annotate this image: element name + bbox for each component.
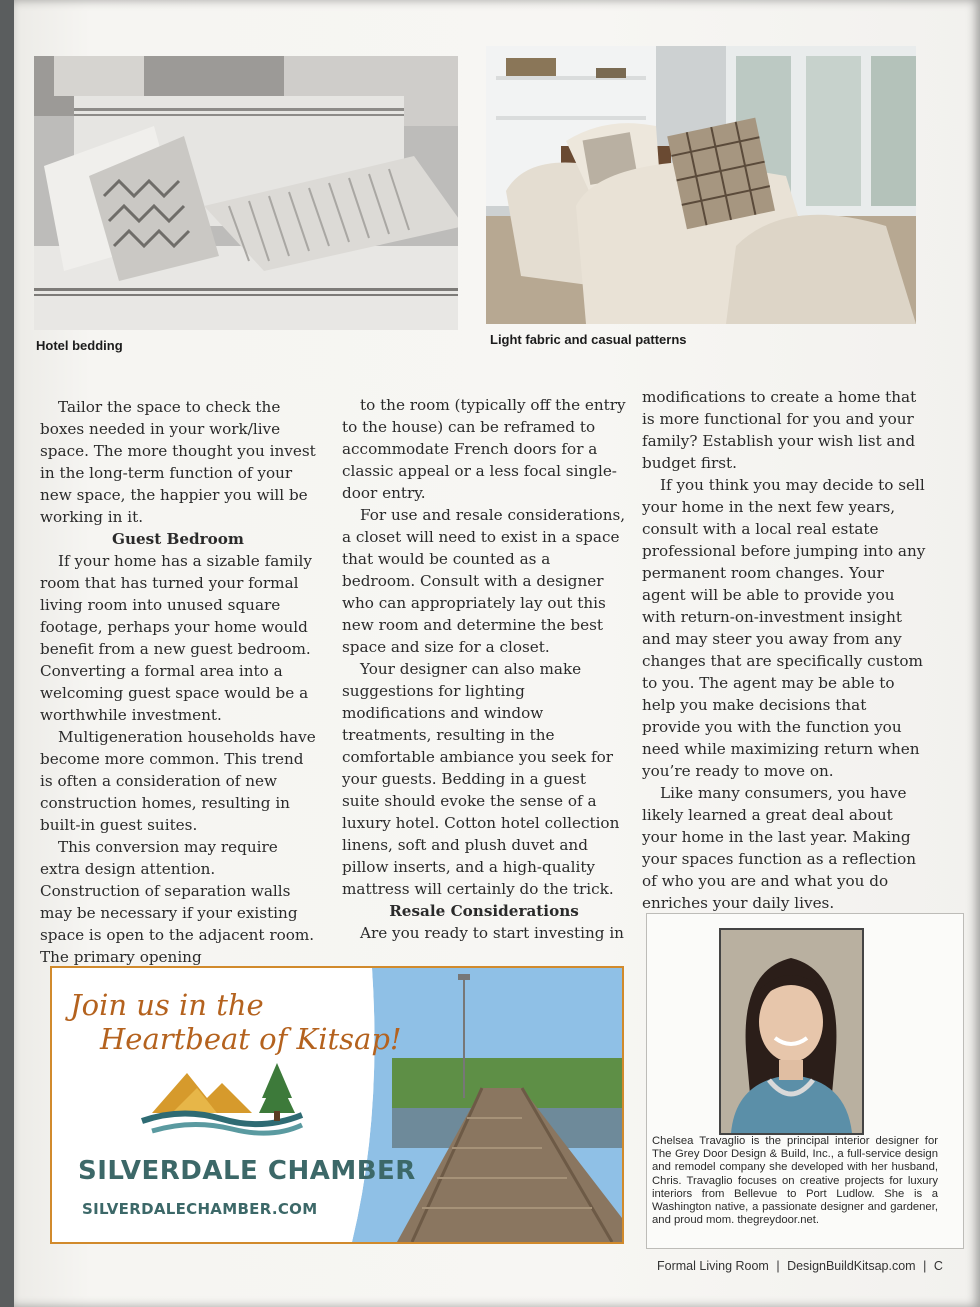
hotel-bedding-caption: Hotel bedding <box>36 338 123 353</box>
paragraph: Like many consumers, you have likely learned a great deal about your home in the last year. Making your spaces function as a reflection of who you are and what you do enriches your daily lives. <box>642 784 916 912</box>
paragraph: modifications to create a home that is more functional for you and your family? Establish your wish list and budget first. <box>642 388 917 472</box>
living-room-chairs-photo <box>486 46 916 324</box>
article-column-2 <box>342 394 626 944</box>
author-portrait <box>719 928 864 1135</box>
subheading-guest-bedroom: Guest Bedroom <box>112 530 244 548</box>
paragraph: If you think you may decide to sell your home in the next few years, consult with a local real estate professional before jumping into any permanent room changes. Your agent will be able to provide you with return-on-investment insight and may steer you away from any changes that are specifically custom to you. The agent may be able to help you make decisions that provide you with the function you need while maximizing return when you’re ready to move on. <box>642 476 926 780</box>
hotel-bedding-photo <box>34 56 458 330</box>
author-bio-text: Chelsea Travaglio is the principal interior designer for The Grey Door Design & Build, Inc., a full-service design and remodel company she developed with her husband, Chris. Travaglio focuses on creative projects for luxury interiors from Bellevue to Port Ludlow. She is a Washington native, a passionate designer and gardener, and proud mom. thegreydoor.net. <box>652 1135 938 1227</box>
article-column-3 <box>642 386 928 914</box>
ad-tagline-line2: Heartbeat of Kitsap! <box>100 1022 402 1056</box>
ad-org-name: SILVERDALE CHAMBER <box>78 1156 416 1186</box>
footer-page-number: C <box>933 1259 943 1273</box>
paragraph: Are you ready to start investing in <box>360 924 624 942</box>
paragraph: For use and resale considerations, a closet will need to exist in a space that would be counted as a bedroom. Consult with a designer who can appropriately lay out this new room and determine the best space and size for a closet. <box>342 506 626 656</box>
paragraph: This conversion may require extra design attention. Construction of separation walls may be necessary if your existing space is open to the adjacent room. The primary opening <box>40 838 315 966</box>
paragraph: to the room (typically off the entry to the house) can be reframed to accommodate French doors for a classic appeal or a less focal single-door entry. <box>342 396 626 502</box>
footer-separator: | <box>923 1259 927 1273</box>
paragraph: Your designer can also make suggestions for lighting modifications and window treatments, resulting in the comfortable ambiance you seek for your guests. Bedding in a guest suite should evoke the sense of a luxury hotel. Cotton hotel collection linens, soft and plush duvet and pillow inserts, and a high-quality mattress will certainly do the trick. <box>342 660 620 898</box>
page-footer <box>657 1259 943 1273</box>
paragraph: Tailor the space to check the boxes needed in your work/live space. The more thought you invest in the long-term function of your new space, the happier you will be working in it. <box>40 398 316 526</box>
article-column-1 <box>40 396 316 968</box>
ad-tagline-line1: Join us in the <box>70 988 264 1022</box>
paragraph: If your home has a sizable family room that has turned your formal living room into unused square footage, perhaps your home would benefit from a new guest bedroom. Converting a formal area into a welcoming guest space would be a worthwhile investment. <box>40 552 312 724</box>
footer-separator: | <box>776 1259 780 1273</box>
footer-site-link[interactable]: DesignBuildKitsap.com <box>787 1259 916 1273</box>
magazine-page <box>14 0 980 1307</box>
silverdale-chamber-ad <box>50 966 624 1244</box>
ad-website-link[interactable]: SILVERDALECHAMBER.COM <box>82 1200 318 1218</box>
living-room-chairs-caption: Light fabric and casual patterns <box>490 332 687 347</box>
subheading-resale-considerations: Resale Considerations <box>389 902 579 920</box>
ad-tagline <box>70 988 402 1056</box>
paragraph: Multigeneration households have become more common. This trend is often a consideration of new construction homes, resulting in built-in guest suites. <box>40 728 316 834</box>
footer-section: Formal Living Room <box>657 1259 769 1273</box>
